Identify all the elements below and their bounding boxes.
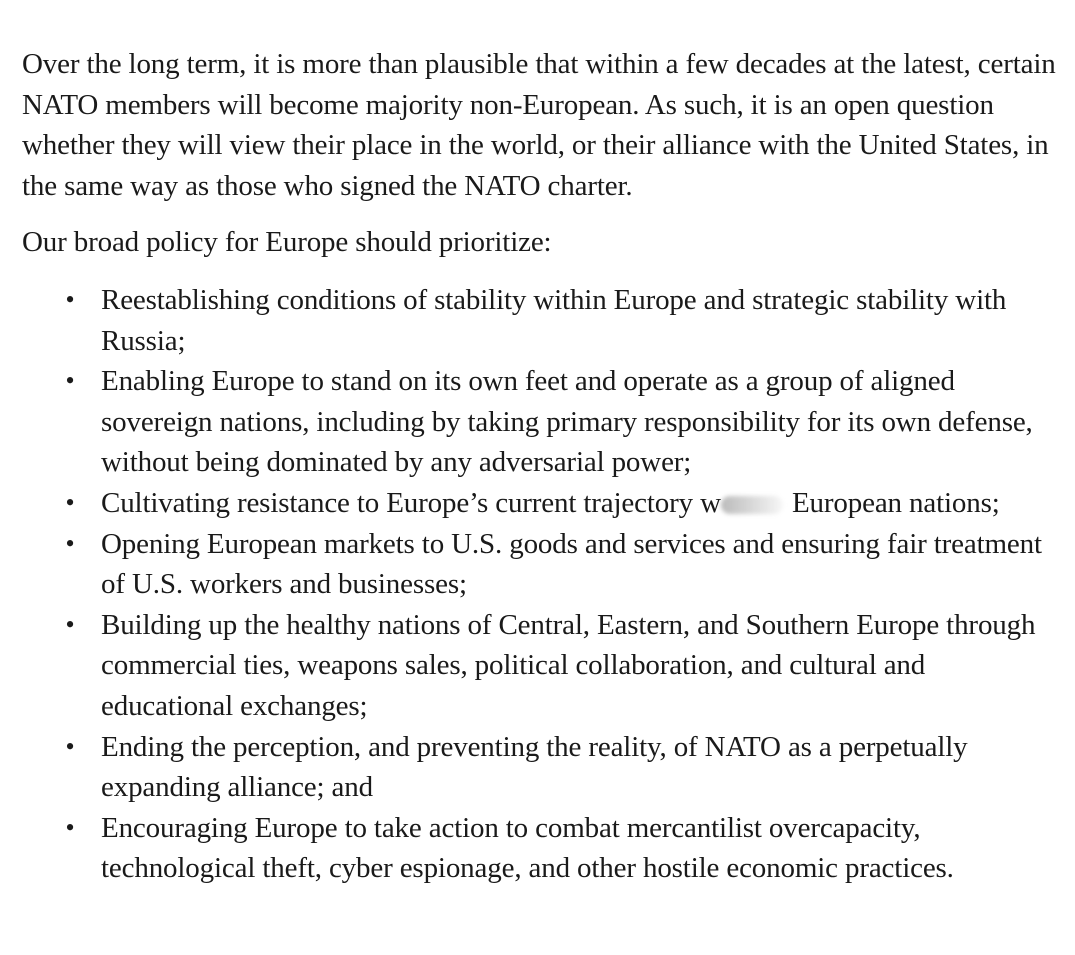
list-item-text: Reestablishing conditions of stability within Europe and strategic stability with Russia; — [101, 283, 1007, 357]
list-item-text-after-redaction: European nations; — [784, 486, 1000, 519]
list-item — [22, 605, 1062, 727]
bullet-icon: • — [65, 487, 75, 517]
list-item — [22, 280, 1062, 361]
priority-list — [22, 280, 1062, 889]
list-item-text: Building up the healthy nations of Central, Eastern, and Southern Europe through commercial ties, weapons sales, political collaboration, and cultural and educational exchanges; — [101, 608, 1036, 722]
list-item — [22, 361, 1062, 483]
list-item-text: Encouraging Europe to take action to combat mercantilist overcapacity, technological theft, cyber espionage, and other hostile economic practices. — [101, 811, 954, 885]
redacted-blur — [721, 496, 783, 514]
bullet-icon: • — [65, 609, 75, 639]
bullet-icon: • — [65, 812, 75, 842]
document-body — [22, 44, 1062, 889]
bullet-icon: • — [65, 731, 75, 761]
bullet-icon: • — [65, 284, 75, 314]
list-item — [22, 727, 1062, 808]
bullet-icon: • — [65, 366, 75, 396]
intro-paragraph: Over the long term, it is more than plausible that within a few decades at the latest, certain NATO members will become majority non-European. As such, it is an open question whether they will view their place in the world, or their alliance with the United States, in the same way as those who signed the NATO charter. — [22, 48, 1056, 202]
list-item-text: Enabling Europe to stand on its own feet and operate as a group of aligned sovereign nations, including by taking primary responsibility for its own defense, without being dominated by any adversarial power; — [101, 365, 1033, 479]
list-item — [22, 524, 1062, 605]
list-item — [22, 808, 1062, 889]
list-item-text-before-redaction: Cultivating resistance to Europe’s current trajectory w — [101, 486, 721, 519]
list-item-text: Ending the perception, and preventing the reality, of NATO as a perpetually expanding alliance; and — [101, 730, 968, 804]
policy-lead-in: Our broad policy for Europe should prioritize: — [22, 226, 552, 259]
list-item — [22, 483, 1062, 524]
list-item-text: Opening European markets to U.S. goods and services and ensuring fair treatment of U.S. workers and businesses; — [101, 527, 1042, 601]
bullet-icon: • — [65, 528, 75, 558]
